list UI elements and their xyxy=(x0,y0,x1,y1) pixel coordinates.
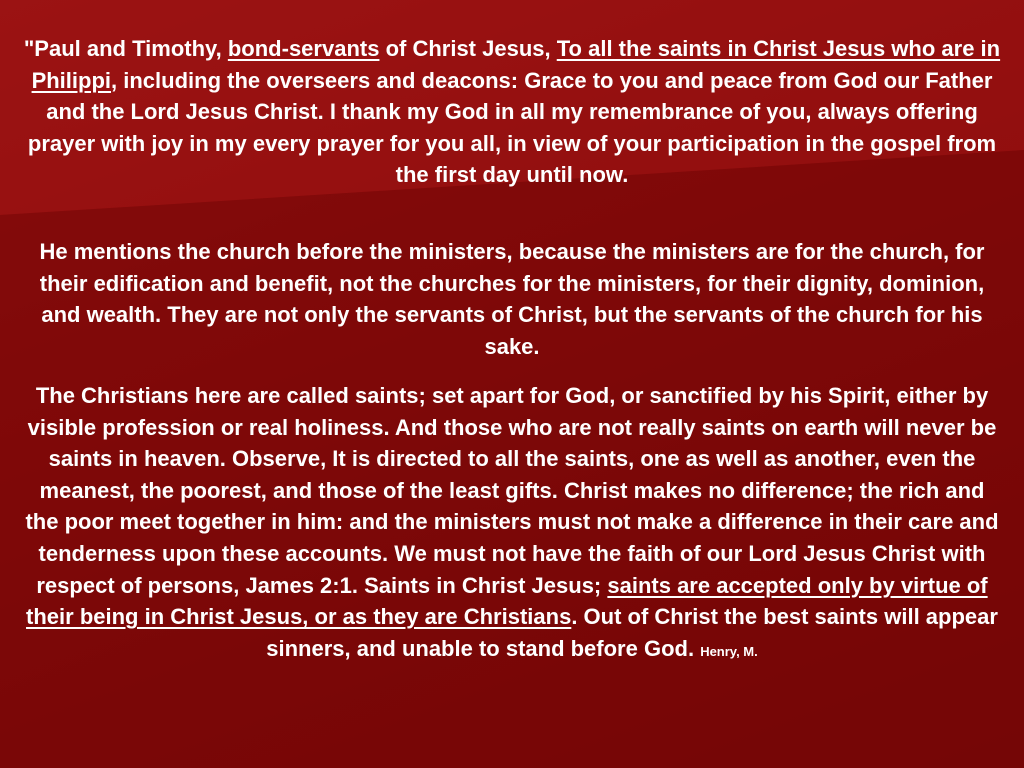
saints-in-philippi-link[interactable]: To all the saints in Christ Jesus who are in Philippi xyxy=(31,36,1001,93)
citation: Henry, M. xyxy=(700,643,758,659)
scripture-text-end: , including the overseers and deacons: Grace to you and peace from God our Father and the Lord Jesus Christ. I thank my God in all my remembrance of you, always offering prayer with joy in my every prayer for you all, in view of your participation in the gospel from the first day until now. xyxy=(27,67,997,188)
scripture-paragraph xyxy=(22,33,1002,191)
scripture-text-middle: of Christ Jesus, xyxy=(379,36,557,61)
bond-servants-link[interactable]: bond-servants xyxy=(227,36,380,61)
saints-text-start: The Christians here are called saints; set apart for God, or sanctified by his Spirit, either by visible profession or real holiness. And those who are not really saints on earth will never be saints in heaven. Observe, It is directed to all the saints, one as well as another, even the meanest, the poorest, and those of the least gifts. Christ makes no difference; the rich and the poor meet together in him: and the ministers must not make a difference in their care and tenderness upon these accounts. We must not have the faith of our Lord Jesus Christ with respect of persons, James 2:1. Saints in Christ Jesus; xyxy=(25,383,999,598)
saints-text-end: . Out of Christ the best saints will appear sinners, and unable to stand before God. xyxy=(266,604,998,661)
scripture-text-start: "Paul and Timothy, xyxy=(23,36,228,61)
saints-accepted-link[interactable]: saints are accepted only by virtue of their being in Christ Jesus, or as they are Christians xyxy=(26,572,988,630)
commentary-paragraph-saints xyxy=(22,380,1002,667)
commentary-paragraph-church: He mentions the church before the ministers, because the ministers are for the church, for their edification and benefit, not the churches for the ministers, for their dignity, dominion, and wealth. They are not only the servants of Christ, but the servants of the church for his sake. xyxy=(39,239,985,359)
